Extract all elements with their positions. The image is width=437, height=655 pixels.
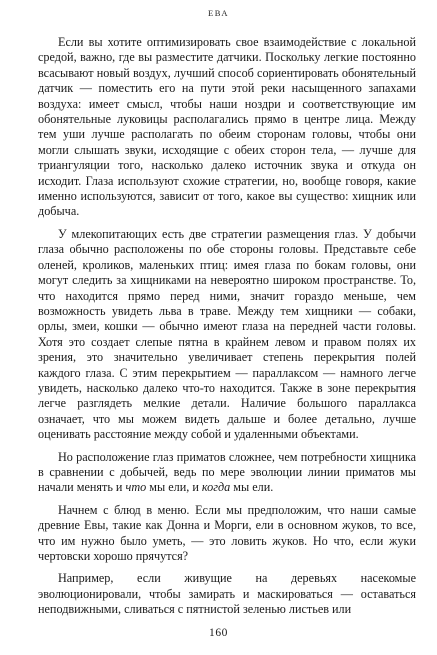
text-run: мы ели, и — [146, 480, 202, 495]
emphasis-text: что — [125, 480, 147, 495]
body-text — [38, 35, 416, 618]
paragraph — [38, 450, 416, 496]
text-run: Начнем с блюд в меню. Если мы предположим, что наши самые древние Евы, такие как Донна и Морги, ели в основном жуков, то все, что им нужно было уметь, — это ловить жуков. Но что, если жуки чертовски хорошо прячутся? — [38, 502, 416, 563]
text-run: Например, если живущие на деревьях насекомые эволюционировали, чтобы замирать и маскироваться — оставаться неподвижными, сливаться с пятнистой зеленью листьев или — [38, 571, 416, 617]
text-run: Но расположение глаз приматов сложнее, чем потребности хищника в сравнении с добычей, ведь по мере эволюции линии приматов мы начали менять и — [38, 449, 416, 495]
paragraph — [38, 35, 416, 220]
page-number: 160 — [208, 627, 229, 639]
text-run: мы ели. — [230, 480, 274, 495]
paragraph — [38, 571, 416, 617]
text-run: Если вы хотите оптимизировать свое взаимодействие с локальной средой, важно, где вы разместите датчики. Поскольку легкие постоянно всасывают новый воздух, лучший способ сориентировать обонятельный датчик — поместить его на пути этой реки насыщенного запахами воздуха: имеет смысл, чтобы наши ноздри и соответствующие им обонятельные луковицы располагались прямо в центре лица. Между тем уши лучше располагать по обеим сторонам головы, чтобы они могли слышать звуки, исходящие с обеих сторон тела, — лучше для триангуляции того, насколько далеко источник звука и откуда он исходит. Глаза используют схожие стратегии, но, вообще говоря, какие именно используются, зависит от того, какое вы существо: хищник или добыча. — [38, 35, 416, 219]
text-run: У млекопитающих есть две стратегии размещения глаз. У добычи глаза обычно расположены по обе стороны головы. Представьте себе оленей, кроликов, маленьких птиц: имея глаза по бокам головы, они могут следить за хищниками на невероятно широком пространстве. То, что находится прямо перед ними, значит гораздо меньше, чем возможность увидеть льва в траве. Между тем хищники — собаки, орлы, змеи, кошки — обычно имеют глаза на передней части головы. Хотя это создает слепые пятна в крайнем левом и правом полях их зрения, это значительно увеличивает степень перекрытия полей каждого глаза. С этим перекрытием — параллаксом — намного легче увидеть, насколько далеко что-то находится. Также в зоне перекрытия легче разглядеть мелкие детали. Наличие большого параллакса означает, что мы можем видеть дальше и более детально, лучше оценивать расстояние между собой и удаленными объектами. — [38, 226, 416, 442]
paragraph — [38, 227, 416, 443]
emphasis-text: когда — [201, 480, 231, 495]
running-head: ЕВА — [208, 8, 229, 18]
paragraph — [38, 503, 416, 565]
